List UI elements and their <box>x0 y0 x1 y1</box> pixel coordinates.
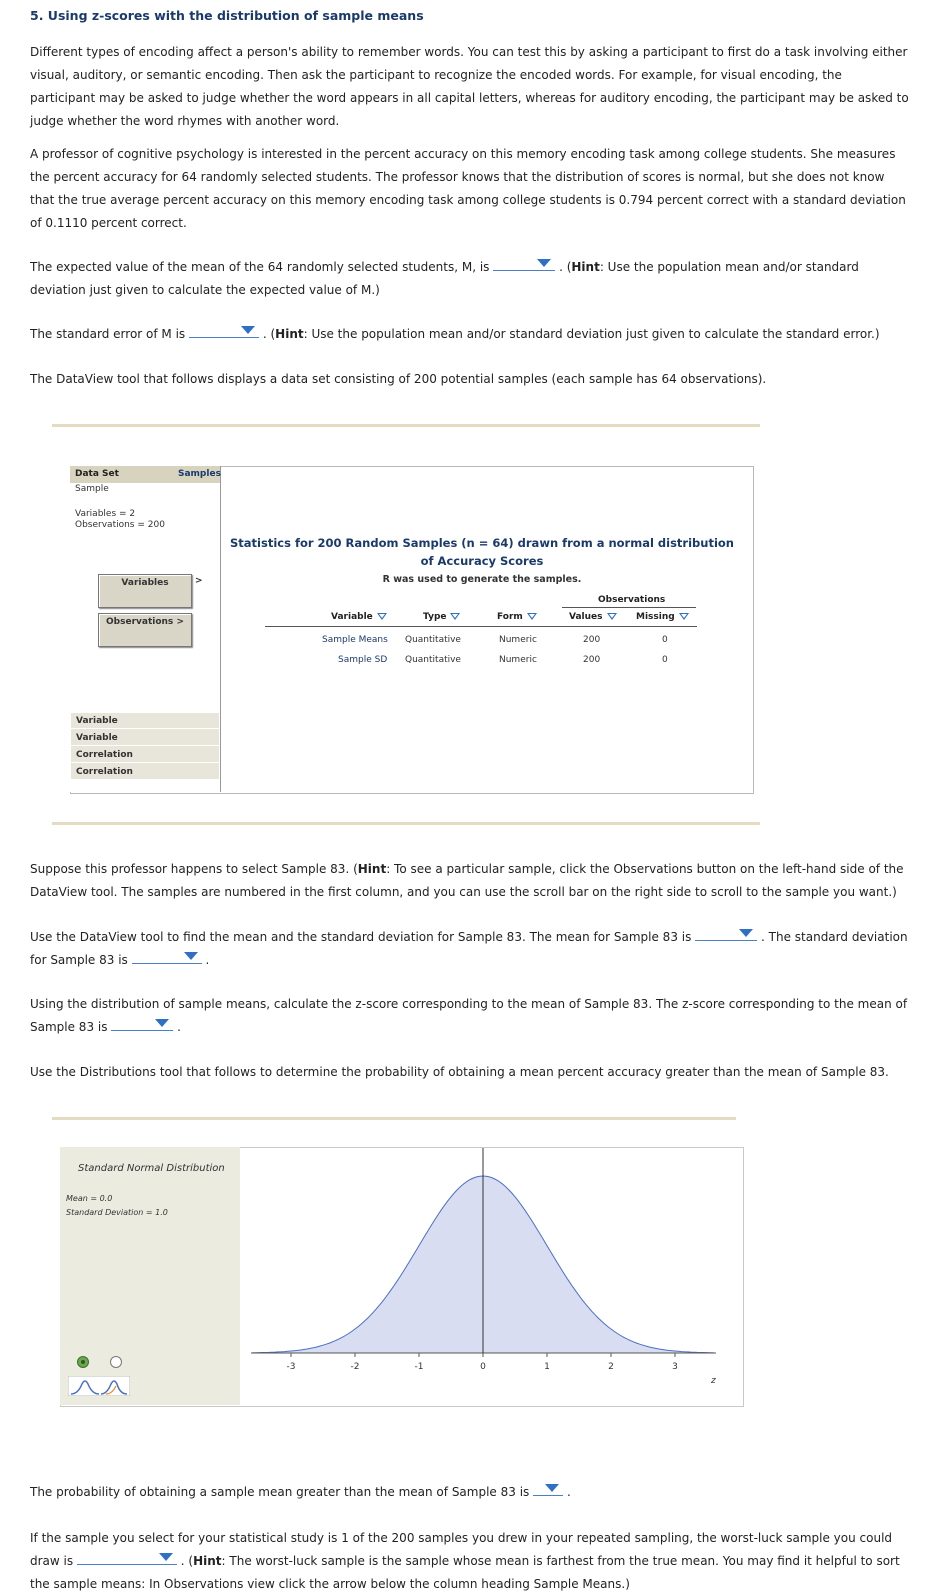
sample83-question: Use the DataView tool to find the mean and the standard deviation for Sample 83. The mean for Sample 83 is . The standard deviation for Sample 83 is . <box>30 930 908 967</box>
normal-distribution-chart <box>241 1148 741 1404</box>
distribution-title: Standard Normal Distribution <box>78 1163 225 1174</box>
tick-label: 0 <box>480 1362 486 1372</box>
tick-label: -2 <box>350 1362 360 1372</box>
probability-dropdown[interactable] <box>533 1483 563 1496</box>
tick-label: 1 <box>544 1362 550 1372</box>
sidebar-item-correlation[interactable]: Correlation <box>76 767 133 777</box>
observations-arrow-icon: > <box>176 617 184 627</box>
table-row-values: 200 <box>583 655 601 665</box>
table-row-type: Quantitative <box>405 635 461 645</box>
question-title: 5. Using z-scores with the distribution of sample means <box>30 8 424 23</box>
divider <box>52 1117 736 1120</box>
distribution-sd: Standard Deviation = 1.0 <box>66 1208 168 1217</box>
chevron-down-icon <box>159 1553 173 1561</box>
divider <box>52 822 760 825</box>
sort-icon <box>450 613 460 620</box>
axis-label: z <box>711 1376 716 1386</box>
table-row-type: Quantitative <box>405 655 461 665</box>
dataview-heading: Statistics for 200 Random Samples (n = 64) drawn from a normal distribution of Accuracy Scores <box>230 536 734 568</box>
table-row-variable[interactable]: Sample Means <box>322 635 388 645</box>
dataview-header <box>70 466 220 483</box>
dataview-intro: The DataView tool that follows displays a data set consisting of 200 potential samples (each sample has 64 observations). <box>30 372 767 386</box>
observations-button[interactable]: Observations > <box>98 613 192 647</box>
col-form[interactable]: Form <box>497 612 537 622</box>
col-type[interactable]: Type <box>423 612 460 622</box>
radio-two-tail[interactable] <box>110 1356 122 1368</box>
expected-value-dropdown[interactable] <box>493 258 555 271</box>
table-row-form: Numeric <box>499 635 537 645</box>
variables-button[interactable]: Variables <box>98 574 192 608</box>
table-row-form: Numeric <box>499 655 537 665</box>
dataview-subheading: R was used to generate the samples. <box>382 574 582 585</box>
zscore-dropdown[interactable] <box>111 1018 173 1031</box>
sort-icon <box>679 613 689 620</box>
zscore-question: Using the distribution of sample means, calculate the z-score corresponding to the mean of Sample 83. The z-score corresponding to the mean of Sample 83 is . <box>30 997 908 1034</box>
sidebar-item-variable[interactable]: Variable <box>71 713 219 729</box>
sample-label: Sample <box>75 484 109 494</box>
sample83-mean-dropdown[interactable] <box>695 928 757 941</box>
observations-group-header: Observations <box>598 595 666 605</box>
tick-label: 3 <box>672 1362 678 1372</box>
chevron-down-icon <box>537 259 551 267</box>
expected-value-question: The expected value of the mean of the 64 randomly selected students, M, is . (Hint: Use the population mean and/or standard deviation just given to calculate the expected value of M.) <box>30 260 859 297</box>
table-header-line <box>265 626 697 627</box>
table-row-variable[interactable]: Sample SD <box>338 655 388 665</box>
curve-mode-icons[interactable] <box>68 1376 130 1396</box>
chevron-down-icon <box>184 952 198 960</box>
suppose-paragraph: Suppose this professor happens to select Sample 83. (Hint: To see a particular sample, click the Observations button on the left-hand side of the DataView tool. The samples are numbered in the first column, and you can use the scroll bar on the right side to scroll to the sample you want.) <box>30 862 904 899</box>
distributions-intro: Use the Distributions tool that follows to determine the probability of obtaining a mean percent accuracy greater than the mean of Sample 83. <box>30 1065 889 1079</box>
tab-samples[interactable]: Samples <box>178 469 221 479</box>
table-row-missing: 0 <box>662 655 668 665</box>
col-missing[interactable]: Missing <box>636 612 689 622</box>
tick-label: -1 <box>414 1362 424 1372</box>
sample83-sd-dropdown[interactable] <box>132 951 202 964</box>
standard-error-dropdown[interactable] <box>189 325 259 338</box>
table-row-missing: 0 <box>662 635 668 645</box>
variables-count: Variables = 2 <box>75 509 136 519</box>
sidebar-item-correlation[interactable]: Correlation <box>71 747 219 763</box>
intro-paragraph-2: A professor of cognitive psychology is interested in the percent accuracy on this memory encoding task among college students. She measures the percent accuracy for 64 randomly selected students. The professor knows that the distribution of scores is normal, but she does not know that the true average percent accuracy on this memory encoding task among college students is 0.794 percent correct with a standard deviation of 0.1110 percent correct. <box>30 147 906 230</box>
tick-label: 2 <box>608 1362 614 1372</box>
observations-count: Observations = 200 <box>75 520 165 530</box>
standard-error-question: The standard error of M is . (Hint: Use the population mean and/or standard deviation just given to calculate the standard error.) <box>30 327 880 341</box>
divider <box>52 424 760 427</box>
sort-icon <box>377 613 387 620</box>
chevron-down-icon <box>739 929 753 937</box>
chevron-down-icon <box>545 1484 559 1492</box>
col-variable[interactable]: Variable <box>331 612 387 622</box>
tick-label: -3 <box>286 1362 296 1372</box>
sidebar-item-variable[interactable]: Variable <box>71 730 219 746</box>
probability-question: The probability of obtaining a sample mean greater than the mean of Sample 83 is . <box>30 1485 571 1499</box>
variables-arrow-icon: > <box>195 576 203 586</box>
table-row-values: 200 <box>583 635 601 645</box>
group-underline <box>562 607 696 608</box>
intro-paragraph-1: Different types of encoding affect a person's ability to remember words. You can test this by asking a participant to first do a task involving either visual, auditory, or semantic encoding. Then ask the participant to recognize the encoded words. For example, for visual encoding, the participant may be asked to judge whether the word appears in all capital letters, whereas for auditory encoding, the participant may be asked to judge whether the word rhymes with another word. <box>30 45 909 128</box>
chevron-down-icon <box>241 326 255 334</box>
radio-one-tail[interactable] <box>77 1356 89 1368</box>
col-values[interactable]: Values <box>569 612 617 622</box>
chevron-down-icon <box>155 1019 169 1027</box>
sort-icon <box>527 613 537 620</box>
worst-luck-dropdown[interactable] <box>77 1552 177 1565</box>
sort-icon <box>607 613 617 620</box>
worst-luck-question: If the sample you select for your statistical study is 1 of the 200 samples you drew in your repeated sampling, the worst-luck sample you could draw is . (Hint: The worst-luck sample is the sample whose mean is farthest from the true mean. You may find it helpful to sort the sample means: In Observations view click the arrow below the column heading Sample Means.) <box>30 1531 900 1591</box>
tab-dataset[interactable]: Data Set <box>75 469 119 479</box>
distribution-mean: Mean = 0.0 <box>66 1194 113 1203</box>
